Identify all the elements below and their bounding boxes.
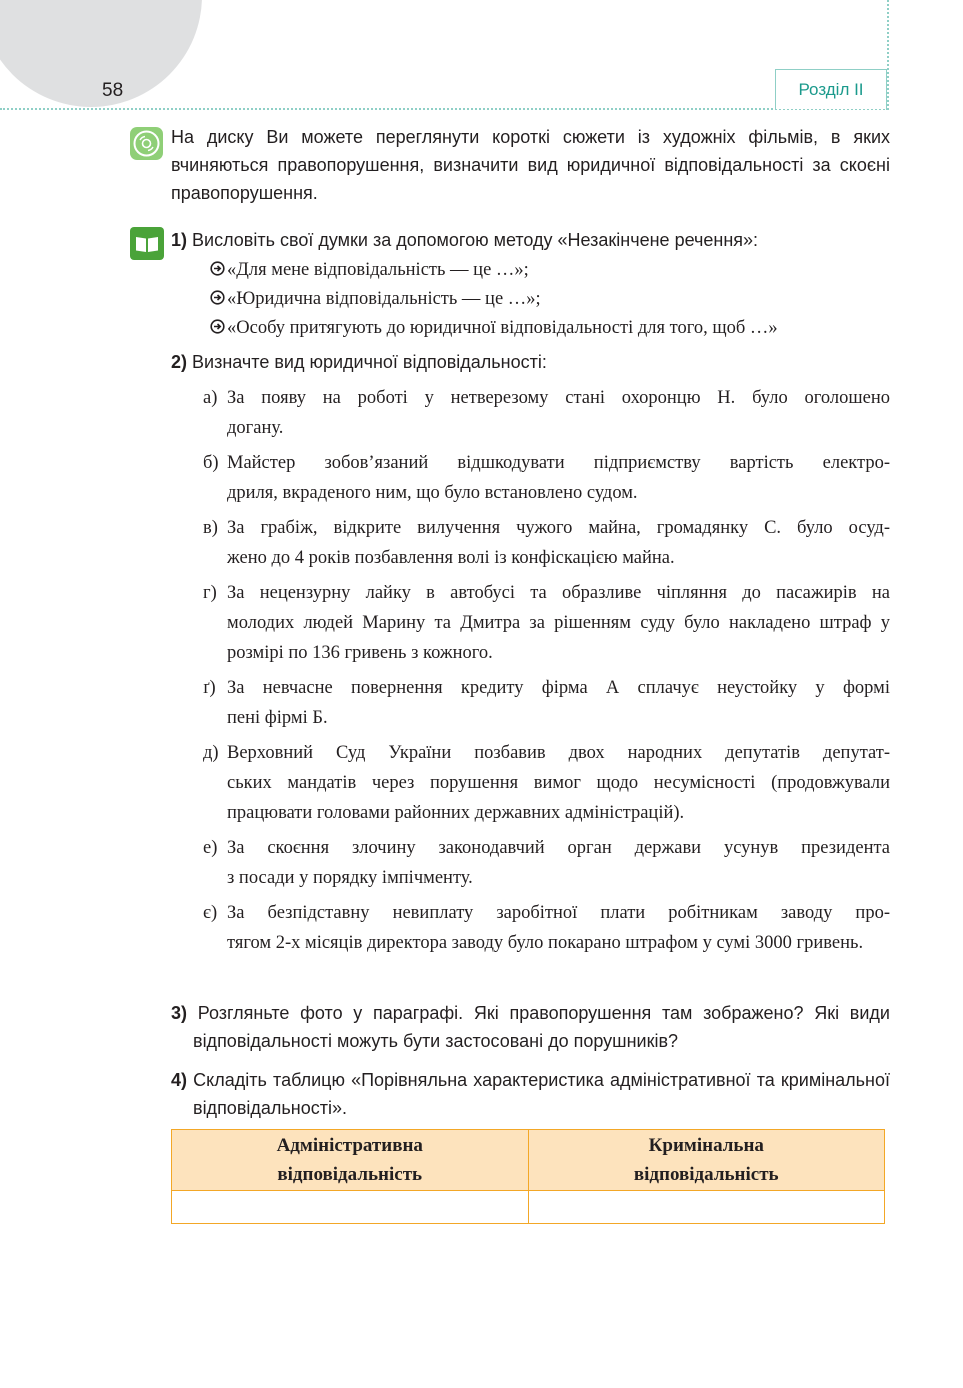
arrow-bullet-icon: [210, 290, 225, 305]
task-3-text: Розгляньте фото у параграфі. Які правопорушення там зображено? Які види відповідальності можуть бути застосовані до порушників?: [193, 1003, 890, 1051]
corner-decoration: [0, 0, 202, 107]
list-item: є) За безпідставну невиплату заробітної плати робітникам заводу про- тягом 2-х місяців директора заводу було покарано штрафом у сумі 3000 гривень.: [203, 903, 890, 953]
table-header-administrative: Адміністративна відповідальність: [172, 1130, 529, 1191]
book-icon: [130, 227, 164, 260]
header-divider: [0, 108, 888, 110]
list-item: г) За нецензурну лайку в автобусі та образливе чіпляння до пасажирів на молодих людей Марину та Дмитра за рішенням суду було накладено штраф у розмірі по 136 гривень з кожного.: [203, 583, 890, 663]
list-item: в) За грабіж, відкрите вилучення чужого майна, громадянку С. було осуд- жено до 4 років позбавлення волі із конфіскацією майна.: [203, 518, 890, 568]
task-2-text: Визначте вид юридичної відповідальності:: [192, 352, 547, 372]
list-item: а) За появу на роботі у нетверезому стані охоронцю Н. було оголошено догану.: [203, 388, 890, 438]
table-cell-empty: [172, 1191, 529, 1224]
task-1-bullets: [210, 255, 890, 342]
arrow-bullet-icon: [210, 261, 225, 276]
bullet-item: «Юридична відповідальність — це …»;: [210, 284, 890, 313]
list-item: б) Майстер зобов’язаний відшкодувати підприємству вартість електро- дриля, вкраденого ним, що було встановлено судом.: [203, 453, 890, 503]
task-4: [171, 1066, 890, 1122]
table-cell-empty: [528, 1191, 885, 1224]
intro-paragraph: На диску Ви можете переглянути короткі сюжети із художніх фільмів, в яких вчиняються правопорушення, визначити вид юридичної відповідальності за скоєні правопорушення.: [171, 127, 890, 203]
list-item: ґ) За невчасне повернення кредиту фірма А сплачує неустойку у формі пені фірмі Б.: [203, 678, 890, 728]
task-4-number: 4): [171, 1070, 188, 1090]
disc-icon: [130, 127, 163, 160]
header-vertical-divider: [887, 0, 889, 110]
task-2: [171, 348, 890, 376]
task-2-items: [203, 383, 890, 993]
bullet-item: «Для мене відповідальність — це …»;: [210, 255, 890, 284]
bullet-item: «Особу притягують до юридичної відповідальності для того, щоб …»: [210, 313, 890, 342]
section-label: Розділ II: [775, 69, 887, 109]
task-1-text: Висловіть свої думки за допомогою методу «Незакінчене речення»:: [192, 230, 759, 250]
task-2-number: 2): [171, 352, 188, 372]
list-item: д) Верховний Суд України позбавив двох народних депутатів депутат- ських мандатів через порушення вимог щодо несумісності (продовжували працювати головами районних державних адміністрацій).: [203, 743, 890, 823]
task-4-text: Складіть таблицю «Порівняльна характеристика адміністративної та кримінальної відповідальності».: [193, 1070, 890, 1118]
task-3-number: 3): [171, 1003, 188, 1023]
table-header-criminal: Кримінальна відповідальність: [528, 1130, 885, 1191]
task-3: [171, 999, 890, 1055]
task-1-number: 1): [171, 230, 188, 250]
task-1: [171, 226, 890, 254]
page-number: 58: [102, 80, 124, 101]
comparison-table: [171, 1129, 885, 1224]
list-item: е) За скоєння злочину законодавчий орган держави усунув президента з посади у порядку імпічменту.: [203, 838, 890, 888]
arrow-bullet-icon: [210, 319, 225, 334]
